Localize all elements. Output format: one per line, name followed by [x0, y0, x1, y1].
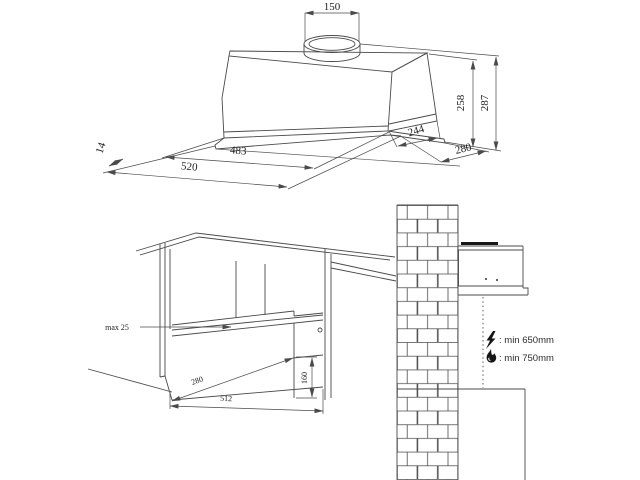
dim-base-width-label: 520: [180, 160, 199, 174]
dim-shelf-thickness-label: max 25: [105, 323, 129, 332]
dim-opening-depth-label: 280: [189, 374, 205, 387]
hood-dimension-view: [94, 1, 501, 189]
dim-base-depth: [402, 137, 489, 162]
hood-body-outline: [215, 36, 460, 167]
clearance-electric: [486, 331, 554, 349]
dim-opening-width: [170, 389, 323, 414]
mounting-bracket: [461, 242, 498, 245]
control-dot: [485, 278, 487, 280]
gas-hob-icon: [487, 349, 497, 363]
hood-side-view: [458, 242, 528, 295]
control-dot: [496, 279, 498, 281]
dim-total-height-label: 287: [479, 94, 491, 112]
cabinet-cutout-view: [88, 233, 396, 414]
dim-lower-height: [296, 357, 317, 398]
duct-collar: [304, 36, 360, 62]
dim-flange-offset: [94, 141, 123, 166]
dim-body-depth-label: 244: [406, 122, 426, 140]
dim-flange-offset-label: 14: [93, 140, 109, 156]
dim-duct-width-label: 150: [323, 1, 341, 13]
cable-hole-icon: [318, 328, 322, 332]
dim-body-width-label: 483: [229, 144, 247, 158]
dim-base-width: [103, 136, 401, 189]
dim-base-depth-label: 280: [453, 141, 473, 157]
dim-body-height-label: 258: [455, 94, 467, 112]
electric-clearance-label: : min 650mm: [499, 335, 554, 346]
brick-wall: [397, 205, 458, 480]
cabinet-outline: [88, 233, 396, 400]
dim-body-depth: [389, 121, 440, 147]
gas-clearance-label: : min 750mm: [499, 353, 554, 364]
dim-total-height: [360, 44, 499, 150]
dim-lower-height-label: 160: [300, 372, 309, 384]
electric-hob-icon: [486, 331, 496, 349]
wall-mounting-view: [397, 205, 554, 480]
dim-shelf-thickness: [105, 323, 231, 332]
clearance-gas: [487, 349, 554, 364]
dim-opening-width-label: 512: [219, 393, 233, 404]
